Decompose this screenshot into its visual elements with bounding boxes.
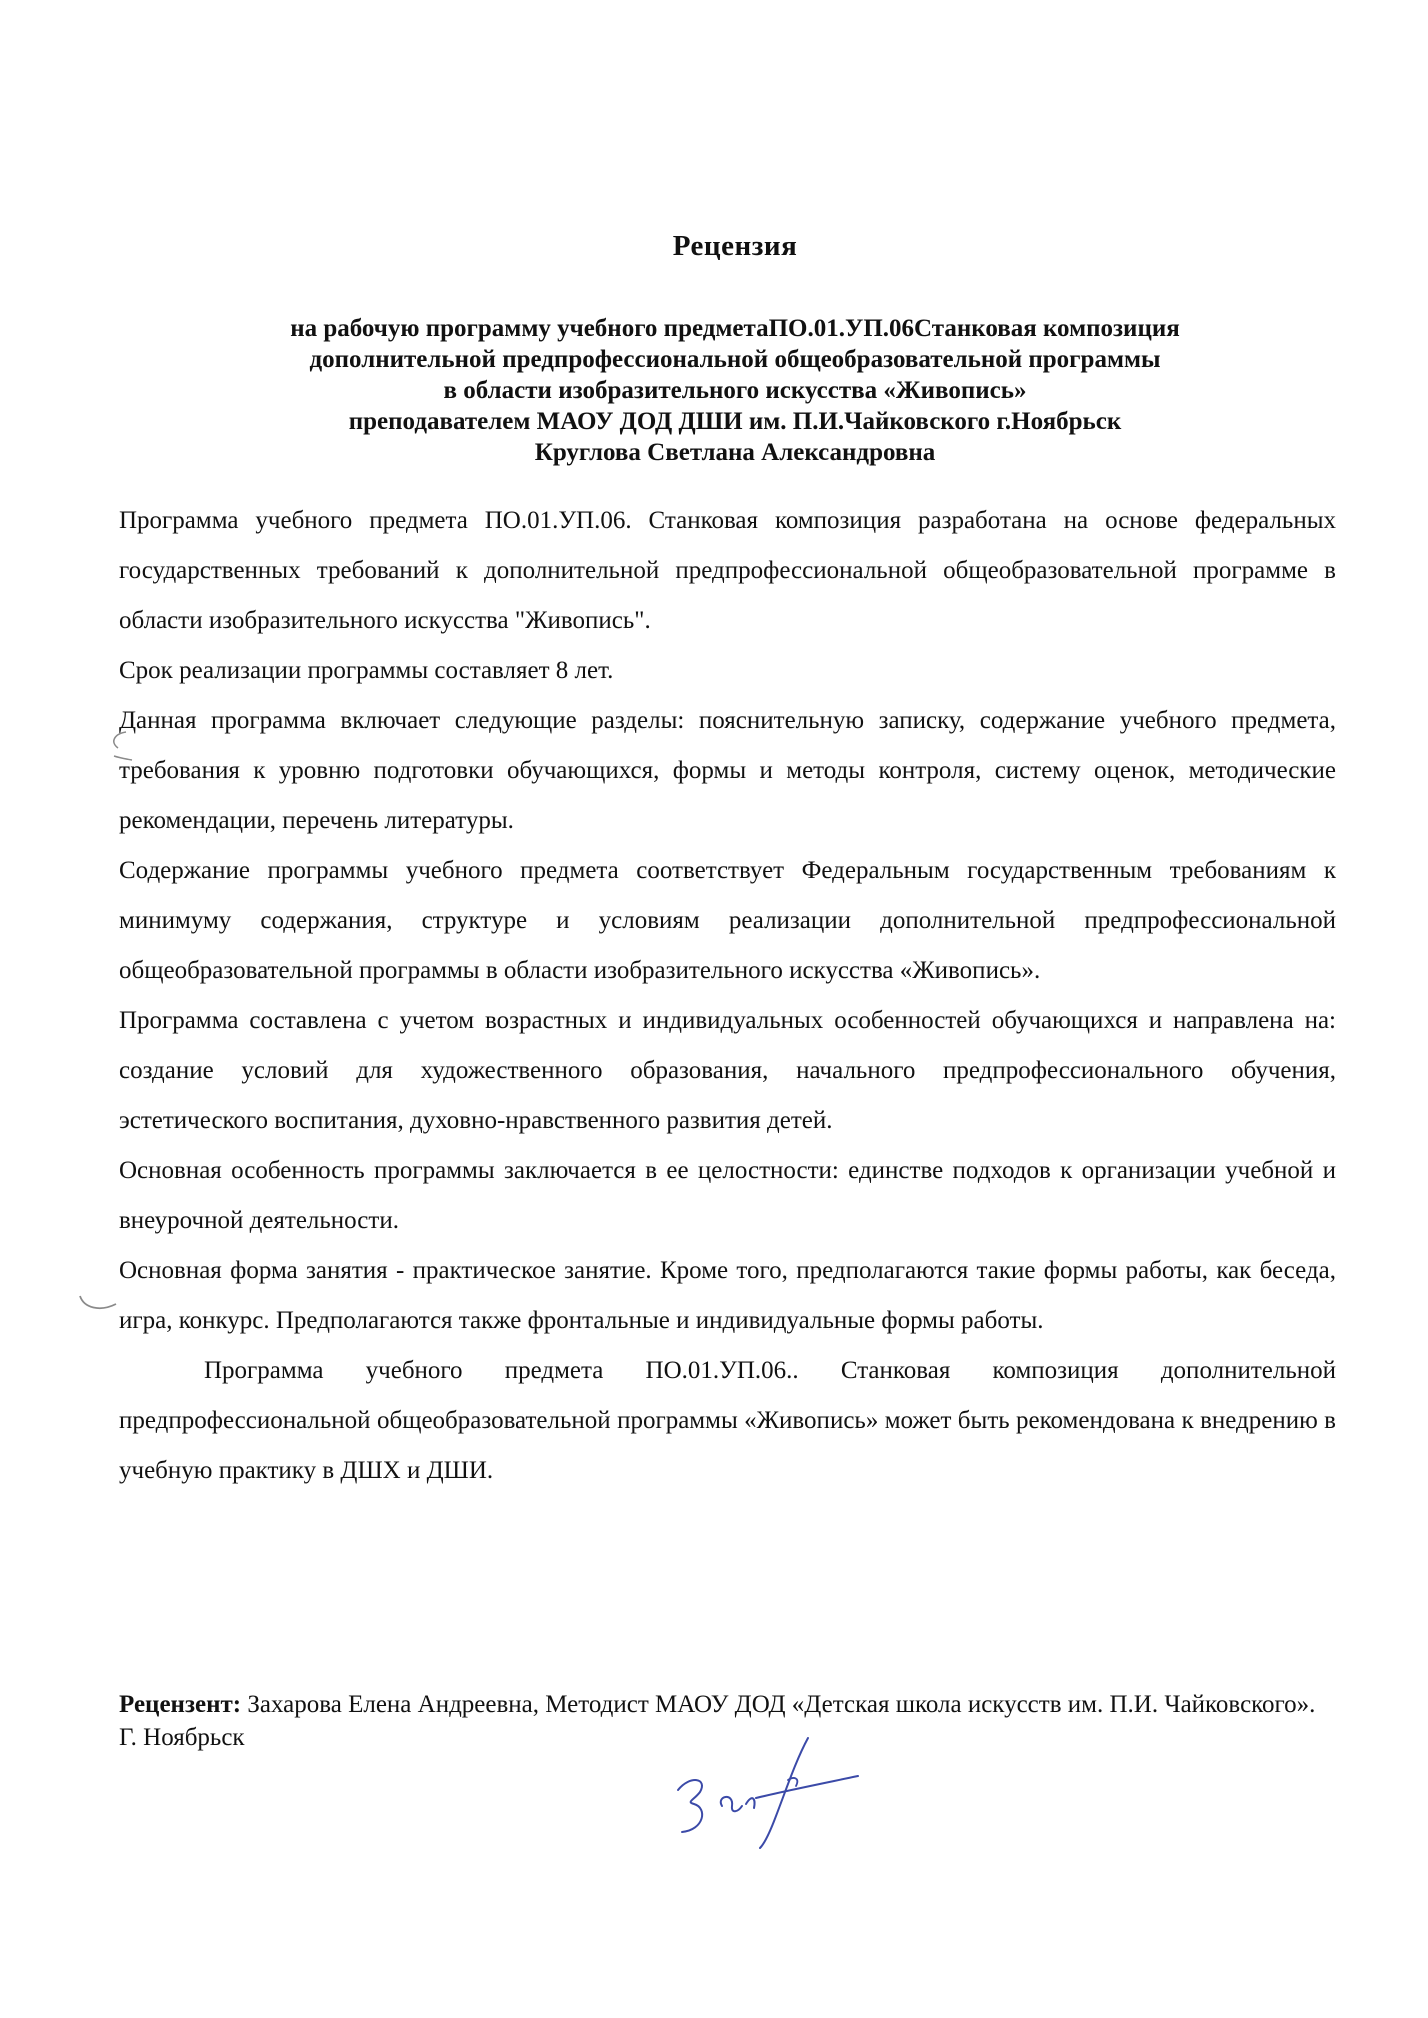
paragraph-sections: Данная программа включает следующие разделы: пояснительную записку, содержание учебного предмета, требования к уровню подготовки обучающихся, формы и методы контроля, систему оценок, методические рекомендации, перечень литературы.	[119, 707, 1336, 834]
document-title: Рецензия	[672, 230, 798, 262]
subtitle-line: Круглова Светлана Александровна	[534, 439, 936, 466]
document-subtitle	[215, 313, 1255, 468]
subtitle-line: дополнительной предпрофессиональной общеобразовательной программы	[309, 346, 1161, 373]
subtitle-line: преподавателем МАОУ ДОД ДШИ им. П.И.Чайковского г.Ноябрьск	[348, 408, 1122, 435]
paragraph-recommendation: Программа учебного предмета ПО.01.УП.06.. Станковая композиция дополнительной предпрофессиональной общеобразовательной программы «Живопись» может быть рекомендована к внедрению в учебную практику в ДШХ и ДШИ.	[119, 1357, 1336, 1484]
paragraph-basis: Программа учебного предмета ПО.01.УП.06. Станковая композиция разработана на основе федеральных государственных требований к дополнительной предпрофессиональной общеобразовательной программе в области изобразительного искусства "Живопись".	[119, 507, 1336, 634]
document-body	[119, 496, 1336, 1496]
paragraph-purpose: Программа составлена с учетом возрастных и индивидуальных особенностей обучающихся и направлена на: создание условий для художественного образования, начального предпрофессионального обучения, эстетического воспитания, духовно-нравственного развития детей.	[119, 1007, 1336, 1134]
reviewer-text: Захарова Елена Андреевна, Методист МАОУ ДОД «Детская школа искусств им. П.И. Чайковского». Г. Ноябрьск	[119, 1691, 1316, 1751]
signature-icon	[660, 1720, 870, 1850]
paragraph-feature: Основная особенность программы заключается в ее целостности: единстве подходов к организации учебной и внеурочной деятельности.	[119, 1157, 1336, 1234]
paragraph-form: Основная форма занятия - практическое занятие. Кроме того, предполагаются такие формы работы, как беседа, игра, конкурс. Предполагаются также фронтальные и индивидуальные формы работы.	[119, 1257, 1336, 1334]
subtitle-line: на рабочую программу учебного предметаПО.01.УП.06Станковая композиция	[290, 315, 1180, 342]
paragraph-content: Содержание программы учебного предмета соответствует Федеральным государственным требованиям к минимуму содержания, структуре и условиям реализации дополнительной предпрофессиональной общеобразовательной программы в области изобразительного искусства «Живопись».	[119, 857, 1336, 984]
margin-mark-icon	[76, 1290, 120, 1320]
paragraph-duration: Срок реализации программы составляет 8 лет.	[119, 657, 614, 684]
subtitle-line: в области изобразительного искусства «Живопись»	[443, 377, 1027, 404]
reviewer-label: Рецензент:	[119, 1691, 242, 1718]
